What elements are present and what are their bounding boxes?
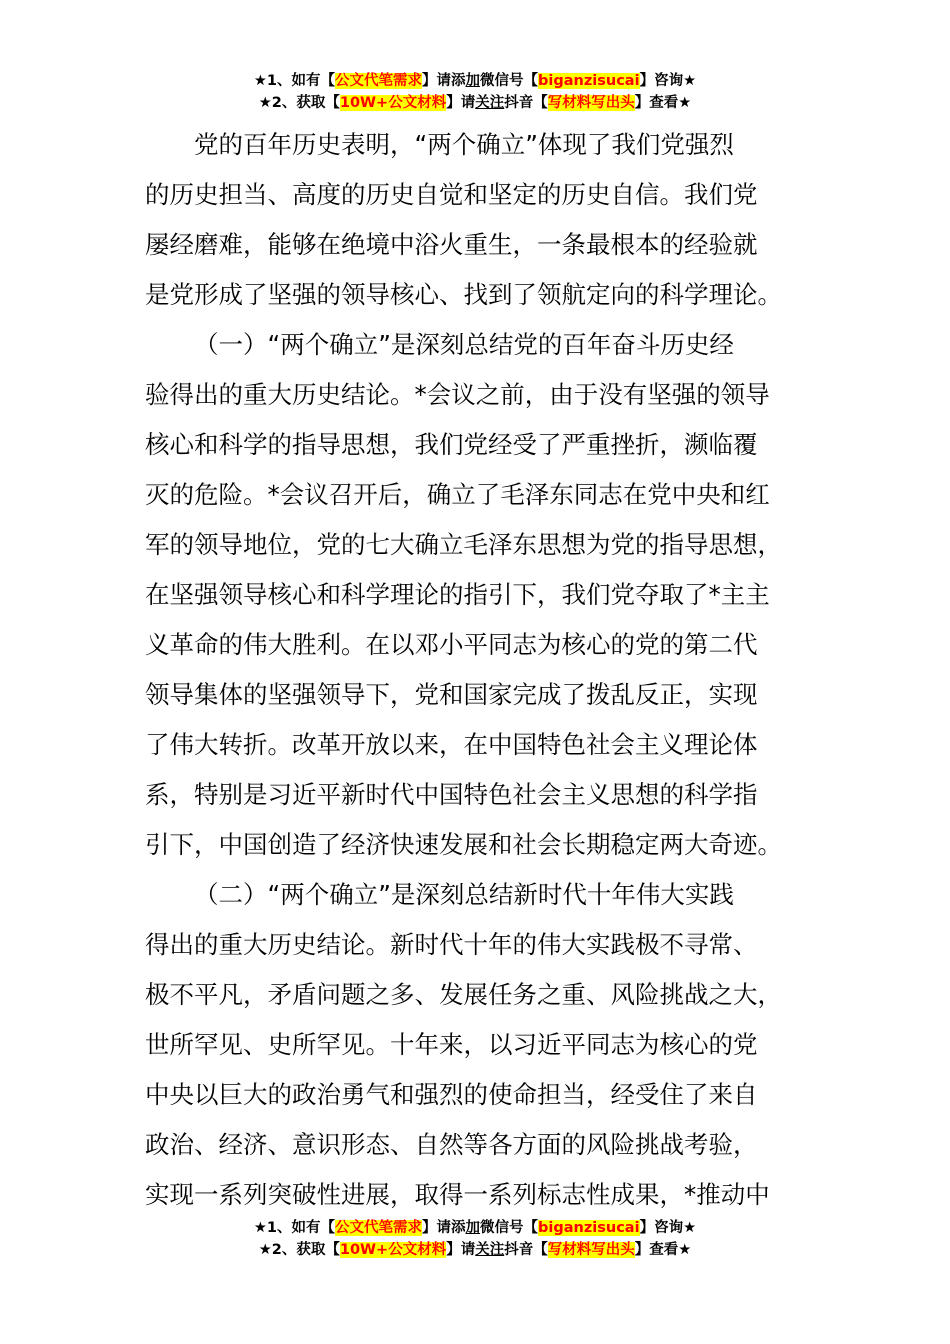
promo-line-2 xyxy=(0,1239,950,1261)
promo-text-emphasis: 加 xyxy=(465,1220,481,1236)
promo-highlight-douyin-account: 写材料写出头 xyxy=(547,95,635,111)
promo-highlight-wechat-id: biganzisucai xyxy=(538,73,640,89)
section-heading-line: （二）“两个确立”是深刻总结新时代十年伟大实践 xyxy=(194,880,734,909)
paragraph-line: 政治、经济、意识形态、自然等各方面的风险挑战考验， xyxy=(145,1130,758,1159)
paragraph-line: 世所罕见、史所罕见。十年来，以习近平同志为核心的党 xyxy=(145,1030,758,1059)
paragraph-line: 党的百年历史表明，“两个确立”体现了我们党强烈 xyxy=(194,130,734,159)
paragraph-line: 极不平凡，矛盾问题之多、发展任务之重、风险挑战之大， xyxy=(145,980,782,1009)
promo-text: 微信号【 xyxy=(480,73,539,89)
promo-text: 】查看★ xyxy=(634,95,692,111)
promo-text: ★1、如有【 xyxy=(253,73,336,89)
paragraph-line: 领导集体的坚强领导下，党和国家完成了拨乱反正，实现 xyxy=(145,680,758,709)
paragraph-line: 得出的重大历史结论。新时代十年的伟大实践极不寻常、 xyxy=(145,930,758,959)
section-heading-line: （一）“两个确立”是深刻总结党的百年奋斗历史经 xyxy=(194,330,734,359)
promo-text: 微信号【 xyxy=(480,1220,539,1236)
document-body xyxy=(145,120,810,1220)
promo-highlight-wechat-id: biganzisucai xyxy=(538,1220,640,1236)
paragraph-line: 核心和科学的指导思想，我们党经受了严重挫折，濒临覆 xyxy=(145,430,758,459)
promo-text: ★2、获取【 xyxy=(258,1242,340,1258)
promo-line-1 xyxy=(0,1217,950,1239)
paragraph-line: 实现一系列突破性进展，取得一系列标志性成果，*推动中 xyxy=(145,1180,770,1209)
promo-text: 抖音【 xyxy=(504,95,548,111)
promo-text-emphasis: 关注 xyxy=(475,1242,505,1258)
promo-line-2 xyxy=(0,92,950,114)
promo-text: 】请 xyxy=(446,95,476,111)
paragraph-line: 义革命的伟大胜利。在以邓小平同志为核心的党的第二代 xyxy=(145,630,758,659)
promo-highlight-service: 公文代笔需求 xyxy=(335,73,423,89)
promo-text: ★1、如有【 xyxy=(253,1220,336,1236)
promo-line-1 xyxy=(0,70,950,92)
promo-text-emphasis: 加 xyxy=(465,73,481,89)
paragraph-line: 了伟大转折。改革开放以来，在中国特色社会主义理论体 xyxy=(145,730,758,759)
promo-highlight-douyin-account: 写材料写出头 xyxy=(547,1242,635,1258)
promo-text: 】咨询★ xyxy=(639,73,697,89)
paragraph-line: 引下，中国创造了经济快速发展和社会长期稳定两大奇迹。 xyxy=(145,830,782,859)
paragraph-line: 的历史担当、高度的历史自觉和坚定的历史自信。我们党 xyxy=(145,180,758,209)
promo-text: ★2、获取【 xyxy=(258,95,340,111)
paragraph-line: 是党形成了坚强的领导核心、找到了领航定向的科学理论。 xyxy=(145,280,782,309)
paragraph-line: 中央以巨大的政治勇气和强烈的使命担当，经受住了来自 xyxy=(145,1080,758,1109)
promo-banner-top xyxy=(0,70,950,114)
promo-text: 】查看★ xyxy=(634,1242,692,1258)
promo-text-emphasis: 关注 xyxy=(475,95,505,111)
promo-highlight-materials: 10W+公文材料 xyxy=(339,1242,447,1258)
promo-text: 抖音【 xyxy=(504,1242,548,1258)
promo-text: 】请添 xyxy=(422,1220,466,1236)
promo-highlight-materials: 10W+公文材料 xyxy=(339,95,447,111)
promo-text: 】请 xyxy=(446,1242,476,1258)
promo-text: 】请添 xyxy=(422,73,466,89)
promo-highlight-service: 公文代笔需求 xyxy=(335,1220,423,1236)
promo-banner-bottom xyxy=(0,1217,950,1261)
paragraph-line: 灭的危险。*会议召开后，确立了毛泽东同志在党中央和红 xyxy=(145,480,770,509)
promo-text: 】咨询★ xyxy=(639,1220,697,1236)
paragraph-line: 在坚强领导核心和科学理论的指引下，我们党夺取了*主主 xyxy=(145,580,770,609)
paragraph-line: 系，特别是习近平新时代中国特色社会主义思想的科学指 xyxy=(145,780,758,809)
paragraph-line: 屡经磨难，能够在绝境中浴火重生，一条最根本的经验就 xyxy=(145,230,758,259)
paragraph-line: 军的领导地位，党的七大确立毛泽东思想为党的指导思想， xyxy=(145,530,782,559)
paragraph-line: 验得出的重大历史结论。*会议之前，由于没有坚强的领导 xyxy=(145,380,770,409)
